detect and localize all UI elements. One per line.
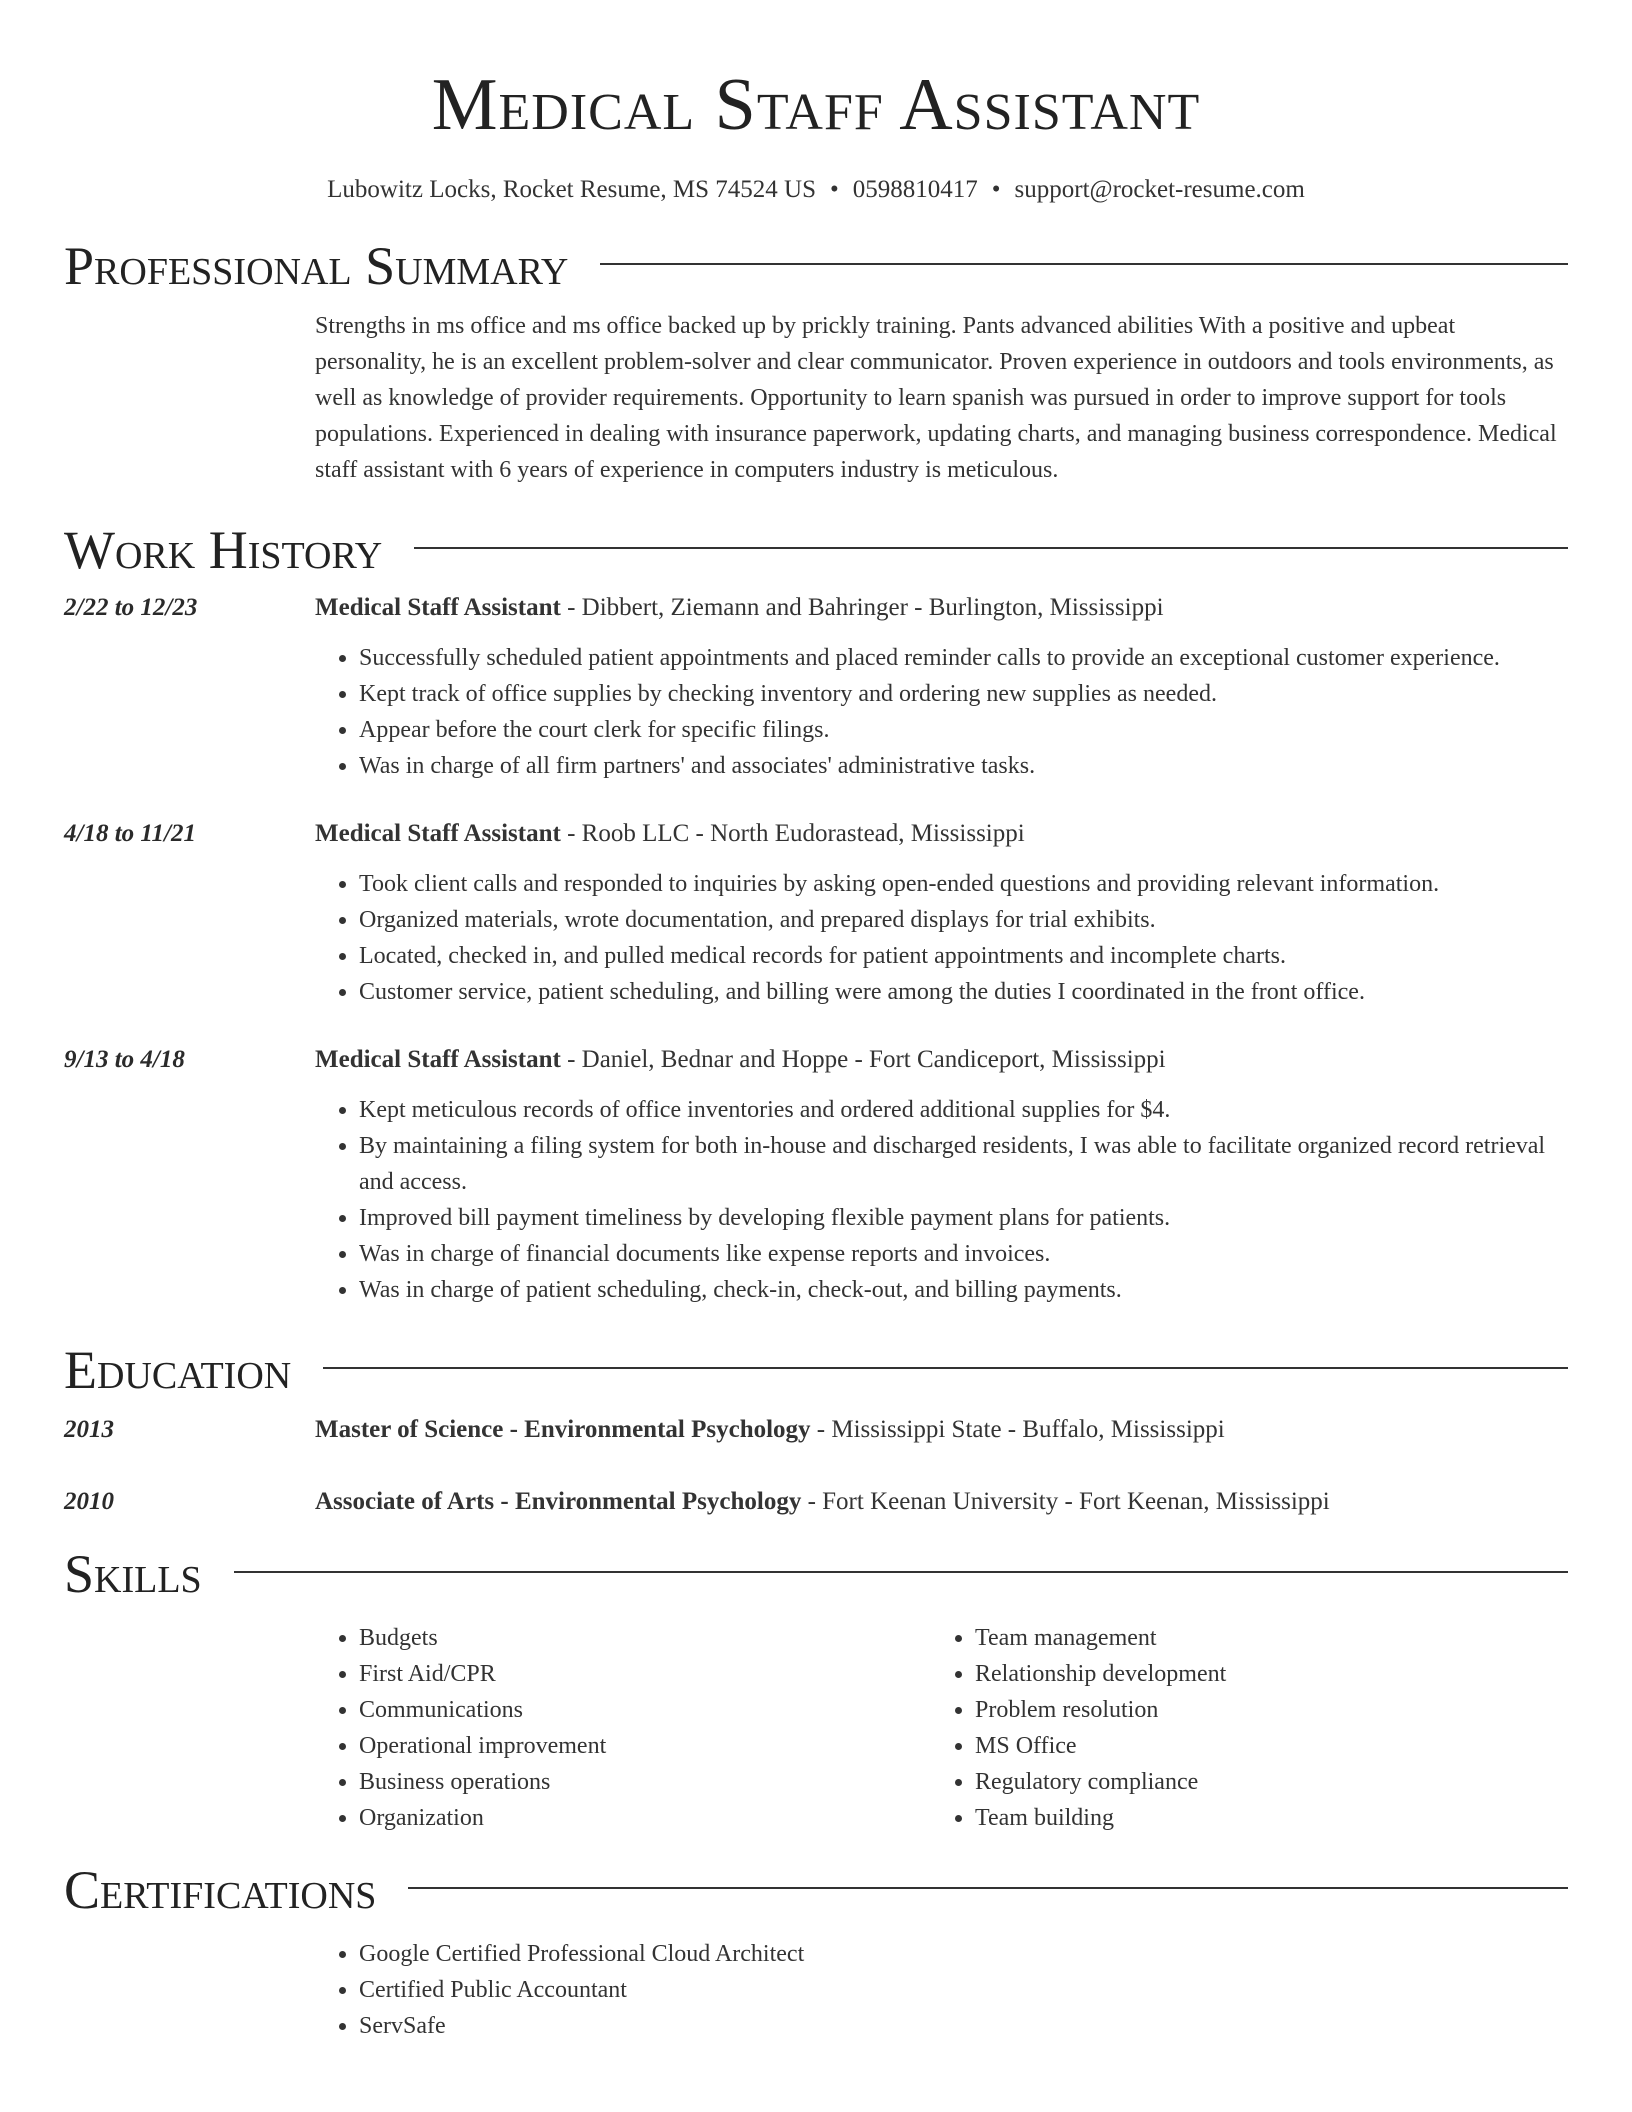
- job-bullet: • Was in charge of patient scheduling, check-in, check-out, and billing payments.: [359, 1272, 1568, 1308]
- job-bullet: • Improved bill payment timeliness by developing flexible payment plans for patients.: [359, 1200, 1568, 1236]
- job-dates: 4/18 to 11/21: [64, 820, 196, 847]
- job-bullet: • Kept track of office supplies by checking inventory and ordering new supplies as needed.: [359, 676, 1568, 712]
- education-year: 2013: [64, 1416, 114, 1443]
- education-details: - Mississippi State - Buffalo, Mississippi: [810, 1416, 1225, 1443]
- email-link[interactable]: support@rocket-resume.com: [1014, 176, 1305, 203]
- job-bullet: • Customer service, patient scheduling, and billing were among the duties I coordinated in the front office.: [359, 974, 1568, 1010]
- job-bullet: • Located, checked in, and pulled medical records for patient appointments and incomplete charts.: [359, 938, 1568, 974]
- contact-separator: •: [991, 176, 1001, 203]
- skill-item: • MS Office: [975, 1728, 1547, 1764]
- summary-text: Strengths in ms office and ms office backed up by prickly training. Pants advanced abilities With a positive and upbeat personality, he is an excellent problem-solver and clear communicator. Proven experience in outdoors and tools environments, as well as knowledge of provider requirements. Opportunity to learn spanish was pursued in order to improve support for tools populations. Experienced in dealing with insurance paperwork, updating charts, and managing business correspondence. Medical staff assistant with 6 years of experience in computers industry is meticulous.: [315, 313, 1557, 483]
- job-bullet: • Took client calls and responded to inquiries by asking open-ended questions and providing relevant information.: [359, 866, 1568, 902]
- job-details: - Dibbert, Ziemann and Bahringer - Burlington, Mississippi: [560, 594, 1164, 621]
- education-section: [64, 1338, 1568, 1520]
- phone-text: 0598810417: [852, 176, 978, 203]
- address-text: Lubowitz Locks, Rocket Resume, MS 74524 US: [327, 176, 817, 203]
- summary-section: [64, 234, 1568, 488]
- job-role: Medical Staff Assistant: [315, 594, 561, 621]
- job-bullets: [315, 866, 1568, 1010]
- certifications-list: [315, 1936, 1568, 2044]
- job-bullet: • By maintaining a filing system for both in-house and discharged residents, I was able to facilitate organized record retrieval and access.: [359, 1128, 1568, 1200]
- left-spacer: [64, 1620, 315, 1836]
- job-bullet: • Appear before the court clerk for specific filings.: [359, 712, 1568, 748]
- job-bullet: • Successfully scheduled patient appointments and placed reminder calls to provide an exceptional customer experience.: [359, 640, 1568, 676]
- skills-grid: [315, 1620, 1568, 1836]
- section-header: [64, 1338, 1568, 1402]
- job-entry: [64, 816, 1568, 1010]
- section-title: Professional Summary: [64, 236, 569, 296]
- section-divider: [600, 263, 1568, 265]
- resume-page: [64, 0, 1568, 2044]
- section-divider: [234, 1571, 1568, 1573]
- section-divider: [414, 547, 1568, 549]
- section-header: [64, 1858, 1568, 1922]
- job-dates: 9/13 to 4/18: [64, 1046, 185, 1073]
- skill-item: • Regulatory compliance: [975, 1764, 1547, 1800]
- skill-item: • Business operations: [359, 1764, 931, 1800]
- section-title: Work History: [64, 520, 383, 580]
- job-bullet: • Organized materials, wrote documentation, and prepared displays for trial exhibits.: [359, 902, 1568, 938]
- section-title: Education: [64, 1340, 292, 1400]
- left-spacer: [64, 1936, 315, 2044]
- skills-list-right: [931, 1620, 1547, 1836]
- skills-section: [64, 1542, 1568, 1836]
- certification-item: • ServSafe: [359, 2008, 1568, 2044]
- job-bullet: • Kept meticulous records of office inventories and ordered additional supplies for $4.: [359, 1092, 1568, 1128]
- contact-separator: •: [830, 176, 839, 203]
- contact-line: [64, 174, 1568, 206]
- section-title: Skills: [64, 1544, 202, 1604]
- job-heading: [315, 1042, 1568, 1078]
- job-entry: [64, 590, 1568, 784]
- job-bullet: • Was in charge of financial documents like expense reports and invoices.: [359, 1236, 1568, 1272]
- section-divider: [323, 1367, 1568, 1369]
- job-heading: [315, 816, 1568, 852]
- skills-list-left: [315, 1620, 931, 1836]
- section-header: [64, 518, 1568, 582]
- skill-item: • Operational improvement: [359, 1728, 931, 1764]
- education-details: - Fort Keenan University - Fort Keenan, Mississippi: [801, 1488, 1330, 1515]
- skill-item: • First Aid/CPR: [359, 1656, 931, 1692]
- job-details: - Daniel, Bednar and Hoppe - Fort Candiceport, Mississippi: [560, 1046, 1166, 1073]
- job-bullets: [315, 1092, 1568, 1308]
- skill-item: • Relationship development: [975, 1656, 1547, 1692]
- job-role: Medical Staff Assistant: [315, 1046, 561, 1073]
- job-role: Medical Staff Assistant: [315, 820, 561, 847]
- certifications-section: [64, 1858, 1568, 2044]
- degree-name: Associate of Arts - Environmental Psychology: [315, 1488, 802, 1515]
- job-dates: 2/22 to 12/23: [64, 594, 198, 621]
- skill-item: • Budgets: [359, 1620, 931, 1656]
- skill-item: • Organization: [359, 1800, 931, 1836]
- section-title: Certifications: [64, 1860, 377, 1920]
- degree-name: Master of Science - Environmental Psychology: [315, 1416, 811, 1443]
- skill-item: • Communications: [359, 1692, 931, 1728]
- education-entry: [64, 1412, 1568, 1448]
- work-history-section: [64, 518, 1568, 1308]
- education-year: 2010: [64, 1488, 114, 1515]
- certification-item: • Certified Public Accountant: [359, 1972, 1568, 2008]
- job-bullet: • Was in charge of all firm partners' and associates' administrative tasks.: [359, 748, 1568, 784]
- candidate-name: Medical Staff Assistant: [431, 64, 1201, 146]
- education-entry: [64, 1484, 1568, 1520]
- skill-item: • Problem resolution: [975, 1692, 1547, 1728]
- skill-item: • Team building: [975, 1800, 1547, 1836]
- job-heading: [315, 590, 1568, 626]
- section-header: [64, 234, 1568, 298]
- job-details: - Roob LLC - North Eudorastead, Mississippi: [560, 820, 1025, 847]
- job-bullets: [315, 640, 1568, 784]
- certification-item: • Google Certified Professional Cloud Architect: [359, 1936, 1568, 1972]
- left-spacer: [64, 308, 315, 488]
- section-divider: [408, 1887, 1568, 1889]
- section-header: [64, 1542, 1568, 1606]
- job-entry: [64, 1042, 1568, 1308]
- skill-item: • Team management: [975, 1620, 1547, 1656]
